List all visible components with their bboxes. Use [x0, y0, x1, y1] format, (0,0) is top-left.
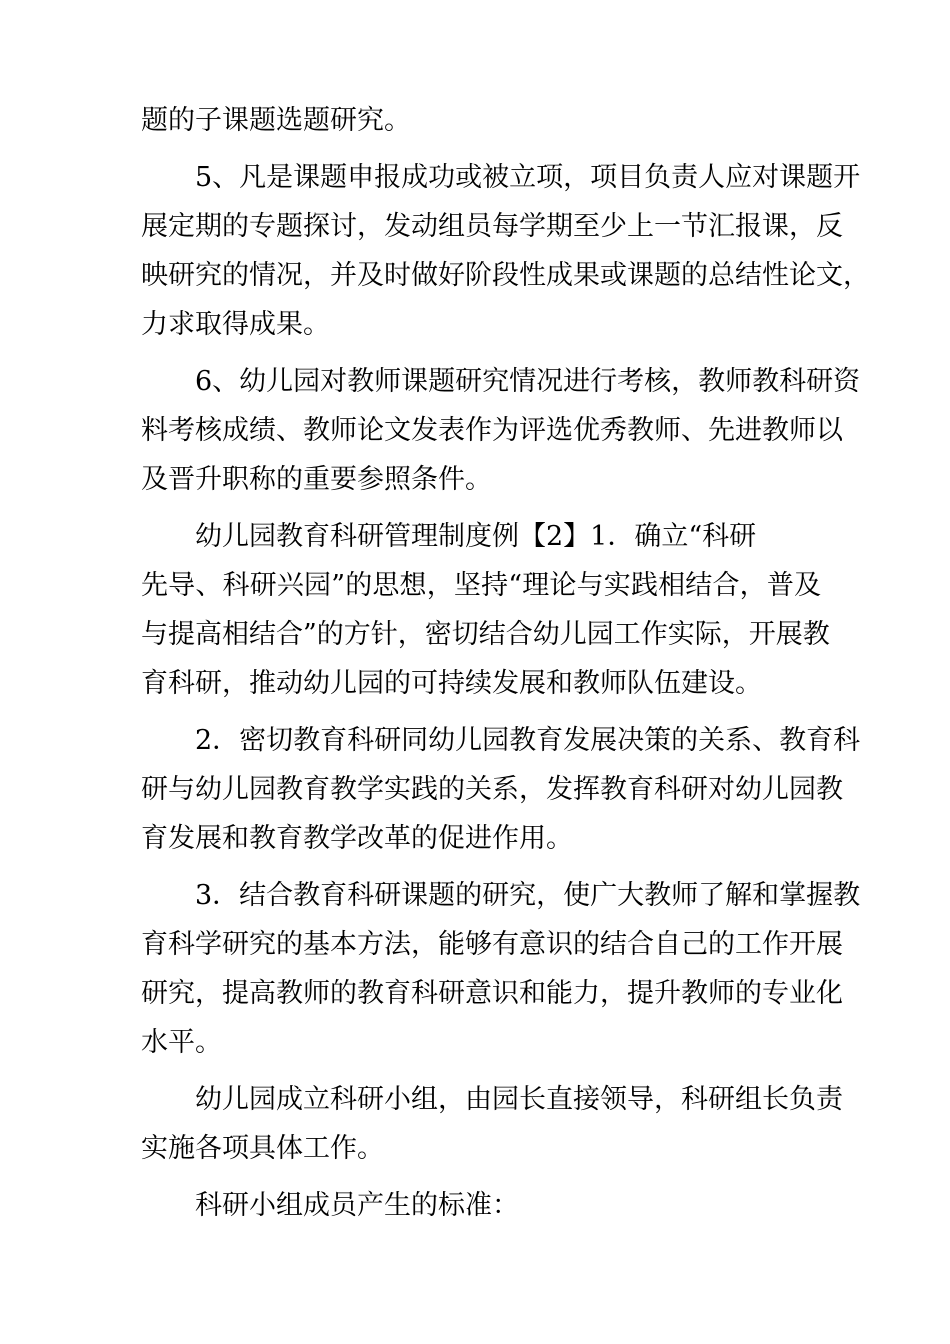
- paragraph-continuation: [141, 96, 821, 145]
- paragraph-example-2: [141, 512, 830, 708]
- text-line: 先导、科研兴园”的思想，坚持“理论与实践相结合，普及: [141, 570, 821, 601]
- document-page: [141, 96, 870, 1238]
- text-line: 幼儿园教育科研管理制度例【2】1．确立“科研: [195, 521, 757, 552]
- text-line: 育科研，推动幼儿园的可持续发展和教师队伍建设。: [141, 668, 762, 699]
- paragraph-item-6: [141, 357, 861, 504]
- text-line: 5、凡是课题申报成功或被立项，项目负责人应对课题开: [195, 162, 861, 193]
- text-line: 6、幼儿园对教师课题研究情况进行考核，教师教科研资: [195, 366, 861, 397]
- text-line: 料考核成绩、教师论文发表作为评选优秀教师、先进教师以: [141, 415, 843, 446]
- text-line: 与提高相结合”的方针，密切结合幼儿园工作实际，开展教: [141, 619, 830, 650]
- text-line: 及晋升职称的重要参照条件。: [141, 464, 492, 495]
- text-line: 2．密切教育科研同幼儿园教育发展决策的关系、教育科: [195, 725, 861, 756]
- paragraph-research-group: [141, 1075, 843, 1173]
- text-line: 3．结合教育科研课题的研究，使广大教师了解和掌握教: [195, 880, 861, 911]
- text-line: 研究，提高教师的教育科研意识和能力，提升教师的专业化: [141, 978, 843, 1009]
- text-line: 映研究的情况，并及时做好阶段性成果或课题的总结性论文，: [141, 260, 870, 291]
- text-line: 实施各项具体工作。: [141, 1133, 384, 1164]
- paragraph-point-3: [141, 871, 861, 1067]
- text-line: 水平。: [141, 1027, 222, 1058]
- text-line: 育科学研究的基本方法，能够有意识的结合自己的工作开展: [141, 929, 843, 960]
- text-line: 力求取得成果。: [141, 309, 330, 340]
- text-line: 研与幼儿园教育教学实践的关系，发挥教育科研对幼儿园教: [141, 774, 843, 805]
- paragraph-member-criteria: [141, 1181, 821, 1230]
- paragraph-item-5: [141, 153, 870, 349]
- text-line: 题的子课题选题研究。: [141, 105, 411, 136]
- text-line: 科研小组成员产生的标准：: [195, 1190, 519, 1221]
- text-line: 展定期的专题探讨，发动组员每学期至少上一节汇报课，反: [141, 211, 843, 242]
- text-line: 育发展和教育教学改革的促进作用。: [141, 823, 573, 854]
- text-line: 幼儿园成立科研小组，由园长直接领导，科研组长负责: [195, 1084, 843, 1115]
- paragraph-point-2: [141, 716, 861, 863]
